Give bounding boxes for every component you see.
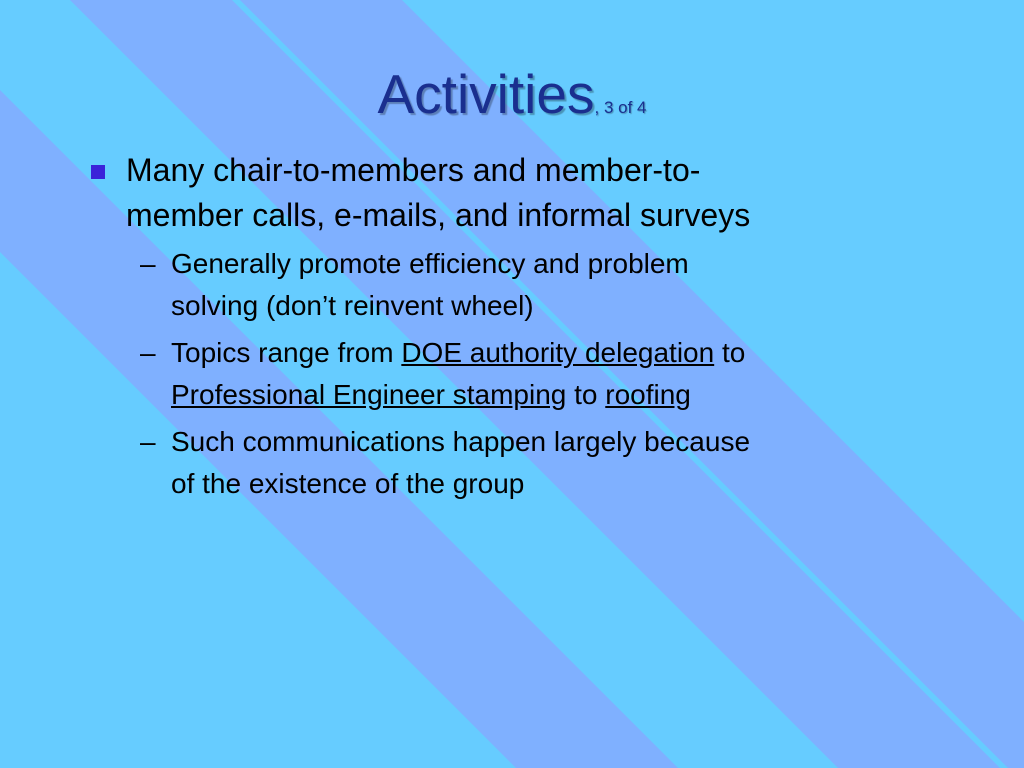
sub-item-2-text-2: to xyxy=(714,337,746,368)
sub-item-2 xyxy=(88,332,938,416)
title-main: Activities xyxy=(377,63,595,125)
slide-content xyxy=(88,148,938,505)
bullet-item xyxy=(88,148,938,238)
sub-item-2-text-3: to xyxy=(566,379,606,410)
dash-bullet: – xyxy=(140,248,156,279)
sub-item-1-line-1: Generally promote efficiency and problem xyxy=(171,248,689,279)
roofing-link[interactable]: roofing xyxy=(605,379,691,410)
bullet-text-line-2: member calls, e-mails, and informal surveys xyxy=(126,197,751,233)
sub-item-2-text-1: Topics range from xyxy=(171,337,402,368)
slide-title xyxy=(0,62,1024,126)
sub-item-3-line-2: of the existence of the group xyxy=(171,468,525,499)
title-subtitle: , 3 of 4 xyxy=(594,98,647,117)
dash-bullet: – xyxy=(140,426,156,457)
doe-authority-delegation-link[interactable]: DOE authority delegation xyxy=(401,337,715,368)
professional-engineer-stamping-link[interactable]: Professional Engineer stamping xyxy=(171,379,567,410)
sub-item-1 xyxy=(88,243,938,327)
bullet-text-line-1: Many chair-to-members and member-to- xyxy=(126,152,701,188)
sub-item-2-line-2 xyxy=(171,374,938,416)
sub-item-1-line-2: solving (don’t reinvent wheel) xyxy=(171,290,534,321)
sub-item-3 xyxy=(88,421,938,505)
square-bullet-icon xyxy=(91,165,105,179)
sub-item-3-line-1: Such communications happen largely because xyxy=(171,426,751,457)
sub-item-2-line-1 xyxy=(171,332,938,374)
dash-bullet: – xyxy=(140,337,156,368)
